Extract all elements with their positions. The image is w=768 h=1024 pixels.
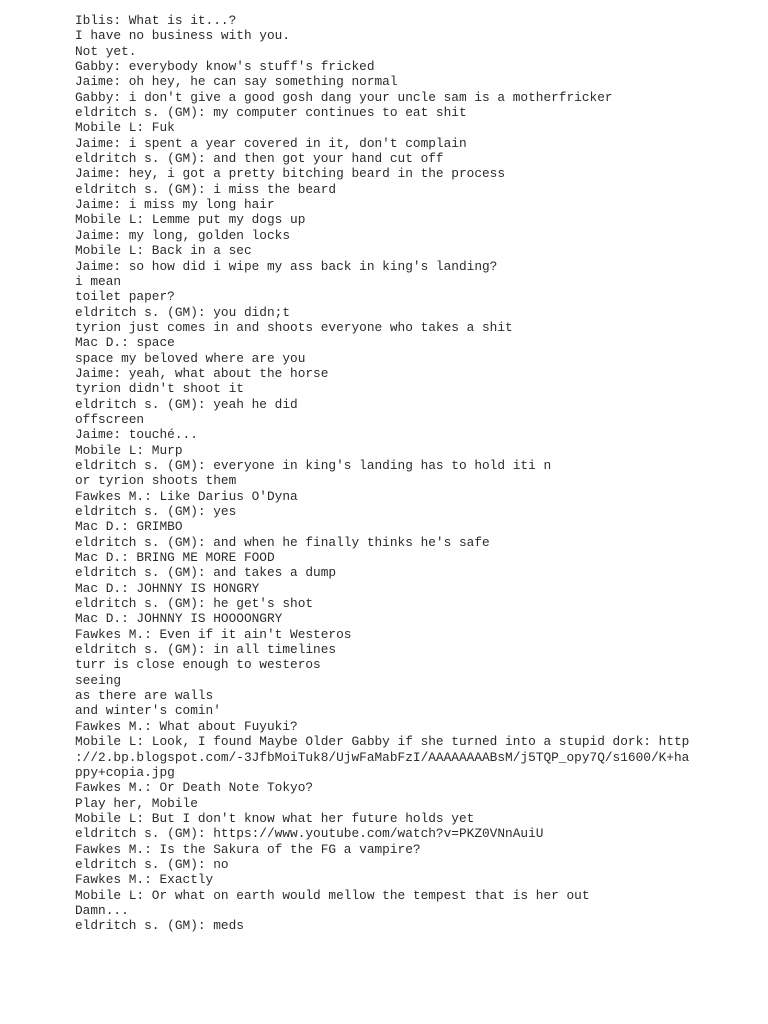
chat-line: eldritch s. (GM): https://www.youtube.com/watch?v=PKZ0VNnAuiU <box>75 826 544 842</box>
chat-line: Jaime: i miss my long hair <box>75 197 275 213</box>
chat-line: Mobile L: But I don't know what her future holds yet <box>75 810 475 826</box>
chat-line: Damn... <box>75 902 129 918</box>
chat-line: Fawkes M.: Even if it ain't Westeros <box>75 626 352 642</box>
chat-line: Mac D.: space <box>75 335 175 351</box>
chat-line: space my beloved where are you <box>75 350 306 366</box>
chat-line: eldritch s. (GM): yeah he did <box>75 396 298 412</box>
chat-line: Play her, Mobile <box>75 795 198 811</box>
chat-line: eldritch s. (GM): everyone in king's landing has to hold iti n <box>75 457 552 473</box>
chat-line: ppy+copia.jpg <box>75 764 175 780</box>
chat-line: Jaime: yeah, what about the horse <box>75 365 329 381</box>
chat-line: Mobile L: Murp <box>75 442 183 458</box>
chat-line: Mobile L: Lemme put my dogs up <box>75 212 306 228</box>
chat-line: Jaime: so how did i wipe my ass back in king's landing? <box>75 258 498 274</box>
chat-line: tyrion just comes in and shoots everyone who takes a shit <box>75 319 513 335</box>
chat-log <box>75 13 715 934</box>
chat-line: eldritch s. (GM): and then got your hand cut off <box>75 151 444 167</box>
chat-line: eldritch s. (GM): in all timelines <box>75 642 337 658</box>
chat-line: Fawkes M.: Or Death Note Tokyo? <box>75 780 314 796</box>
chat-line: Mobile L: Look, I found Maybe Older Gabby if she turned into a stupid dork: http <box>75 734 690 750</box>
chat-line: Jaime: oh hey, he can say something normal <box>75 74 398 90</box>
chat-line: seeing <box>75 672 122 688</box>
chat-line: and winter's comin' <box>75 703 221 719</box>
chat-line: eldritch s. (GM): yes <box>75 504 237 519</box>
chat-line: i mean <box>75 273 122 289</box>
chat-line: offscreen <box>75 411 145 427</box>
chat-line: toilet paper? <box>75 289 175 305</box>
chat-line: Gabby: everybody know's stuff's fricked <box>75 59 375 75</box>
chat-line: eldritch s. (GM): and when he finally thinks he's safe <box>75 534 490 550</box>
chat-line: Jaime: hey, i got a pretty bitching beard in the process <box>75 166 506 182</box>
chat-line: tyrion didn't shoot it <box>75 381 244 397</box>
chat-line: turr is close enough to westeros <box>75 657 321 673</box>
chat-line: Not yet. <box>75 43 137 59</box>
chat-line: Fawkes M.: Exactly <box>75 872 214 888</box>
chat-line: I have no business with you. <box>75 28 291 44</box>
chat-line: as there are walls <box>75 688 214 704</box>
chat-line: ://2.bp.blogspot.com/-3JfbMoiTuk8/UjwFaMabFzI/AAAAAAAABsM/j5TQP_opy7Q/s1600/K+ha <box>75 749 690 765</box>
chat-line: Mac D.: GRIMBO <box>75 519 183 535</box>
chat-line: eldritch s. (GM): my computer continues to eat shit <box>75 105 467 121</box>
chat-line: Gabby: i don't give a good gosh dang your uncle sam is a motherfricker <box>75 89 613 105</box>
chat-line: eldritch s. (GM): no <box>75 856 229 872</box>
chat-line: Jaime: my long, golden locks <box>75 227 291 243</box>
chat-line: Fawkes M.: Like Darius O'Dyna <box>75 488 298 504</box>
chat-line: Fawkes M.: Is the Sakura of the FG a vampire? <box>75 841 421 857</box>
chat-line: Fawkes M.: What about Fuyuki? <box>75 718 298 734</box>
chat-line: or tyrion shoots them <box>75 473 237 489</box>
chat-line: eldritch s. (GM): meds <box>75 918 244 934</box>
chat-line: Jaime: touché... <box>75 427 198 443</box>
chat-line: Mac D.: JOHNNY IS HONGRY <box>75 580 260 596</box>
chat-line: Mobile L: Back in a sec <box>75 243 252 259</box>
chat-line: Mobile L: Or what on earth would mellow the tempest that is her out <box>75 887 590 903</box>
chat-line: Mac D.: JOHNNY IS HOOOONGRY <box>75 611 283 627</box>
chat-line: Iblis: What is it...? <box>75 13 237 28</box>
chat-line: Jaime: i spent a year covered in it, don't complain <box>75 135 467 151</box>
chat-line: Mac D.: BRING ME MORE FOOD <box>75 550 275 566</box>
chat-line: eldritch s. (GM): i miss the beard <box>75 181 337 197</box>
chat-line: eldritch s. (GM): he get's shot <box>75 596 314 612</box>
chat-line: eldritch s. (GM): and takes a dump <box>75 565 337 581</box>
chat-line: Mobile L: Fuk <box>75 120 175 136</box>
chat-line: eldritch s. (GM): you didn;t <box>75 304 291 320</box>
